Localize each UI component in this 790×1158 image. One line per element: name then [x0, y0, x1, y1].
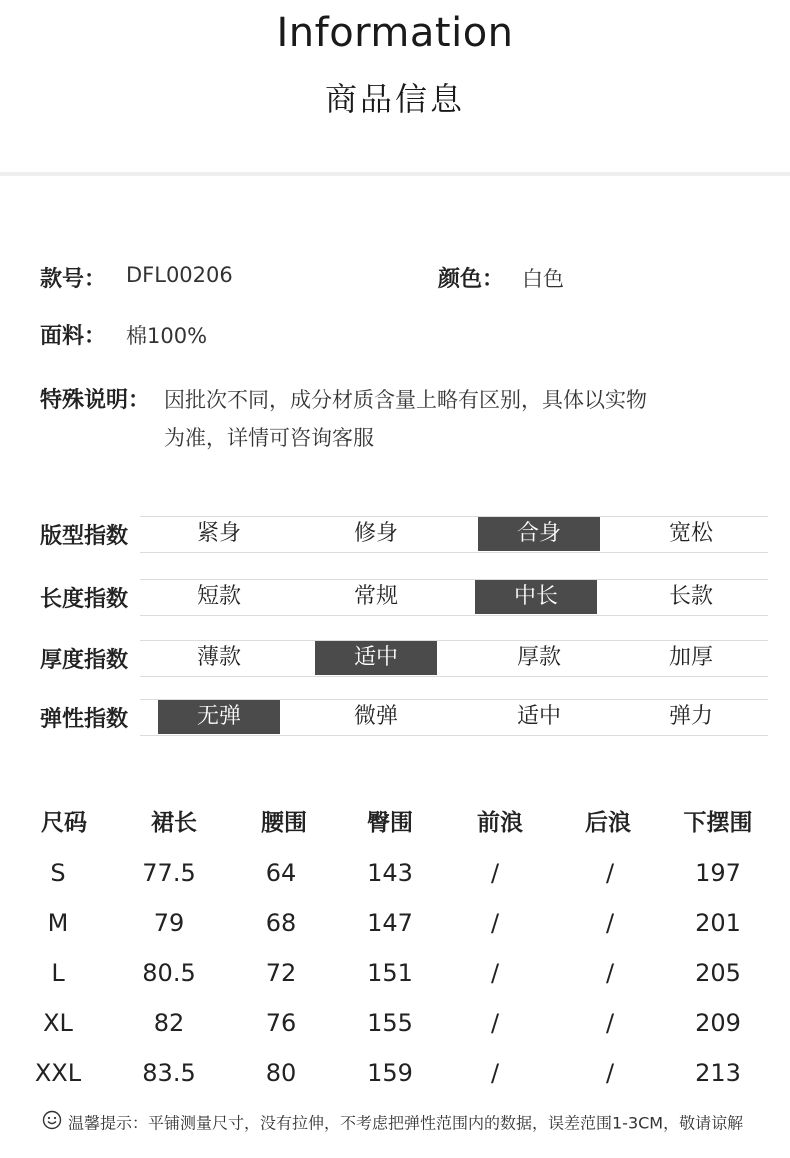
table-cell: 80 [265, 1059, 297, 1087]
index-option-selected: 适中 [315, 641, 437, 675]
table-header-cell: 裙长 [151, 810, 197, 836]
size-label-cell: L [51, 959, 65, 987]
index-option: 弹力 [668, 704, 713, 729]
table-cell: 155 [367, 1009, 413, 1037]
index-option: 紧身 [196, 521, 241, 546]
size-label-cell: S [50, 859, 66, 887]
style-number-label: 款号： [40, 267, 107, 292]
index-option: 宽松 [668, 521, 713, 546]
table-cell: 143 [367, 859, 413, 887]
table-cell: / [605, 1059, 615, 1087]
table-header-cell: 臀围 [367, 810, 413, 836]
index-divider [140, 735, 768, 736]
table-cell: 151 [367, 959, 413, 987]
table-cell: 197 [695, 859, 741, 887]
index-option: 修身 [353, 521, 398, 546]
table-header-cell: 尺码 [41, 810, 87, 836]
special-note-line-2: 为准，详情可咨询客服 [164, 426, 374, 450]
index-option: 适中 [516, 704, 561, 729]
page-title-en: Information [276, 10, 514, 56]
footer-note [42, 1110, 743, 1134]
size-label-cell: XL [43, 1009, 73, 1037]
table-cell: 72 [265, 959, 297, 987]
table-header-cell: 下摆围 [683, 810, 753, 836]
index-divider [140, 552, 768, 553]
fabric-label: 面料： [40, 324, 107, 349]
index-option: 薄款 [196, 645, 241, 670]
table-header-cell: 前浪 [477, 810, 523, 836]
table-cell: / [605, 859, 615, 887]
index-option: 加厚 [668, 645, 713, 670]
table-header-cell: 后浪 [585, 810, 631, 836]
index-option-selected: 合身 [478, 517, 600, 551]
size-label-cell: M [47, 909, 69, 937]
page-title-cn: 商品信息 [324, 80, 465, 118]
smile-icon [42, 1110, 62, 1134]
table-cell: / [605, 959, 615, 987]
table-cell: 80.5 [142, 959, 196, 987]
table-cell: 147 [367, 909, 413, 937]
table-cell: / [490, 909, 500, 937]
table-cell: 76 [265, 1009, 297, 1037]
style-number-value: DFL00206 [126, 263, 233, 287]
index-divider [140, 615, 768, 616]
table-cell: 79 [153, 909, 185, 937]
index-option: 长款 [668, 584, 713, 609]
header-divider [0, 172, 790, 176]
color-value: 白色 [522, 267, 564, 291]
index-option: 微弹 [353, 704, 398, 729]
table-cell: / [490, 959, 500, 987]
table-cell: 201 [695, 909, 741, 937]
table-cell: 205 [695, 959, 741, 987]
table-cell: 68 [265, 909, 297, 937]
table-cell: / [490, 1059, 500, 1087]
index-title: 厚度指数 [40, 648, 129, 673]
table-cell: / [605, 909, 615, 937]
footer-note-text: 温馨提示：平铺测量尺寸，没有拉伸，不考虑把弹性范围内的数据，误差范围1-3CM，敬请谅解 [68, 1113, 744, 1133]
index-title: 版型指数 [40, 524, 129, 549]
table-cell: 82 [153, 1009, 185, 1037]
fabric-value: 棉100% [126, 324, 208, 348]
table-cell: 159 [367, 1059, 413, 1087]
special-note-label: 特殊说明： [40, 388, 151, 413]
size-label-cell: XXL [34, 1059, 82, 1087]
index-option: 常规 [353, 584, 398, 609]
index-option: 厚款 [516, 645, 561, 670]
index-option-selected: 无弹 [158, 700, 280, 734]
table-cell: / [490, 859, 500, 887]
index-title: 弹性指数 [40, 707, 129, 732]
table-cell: / [605, 1009, 615, 1037]
table-cell: 213 [695, 1059, 741, 1087]
table-cell: 77.5 [142, 859, 196, 887]
table-cell: 83.5 [142, 1059, 196, 1087]
table-cell: / [490, 1009, 500, 1037]
table-cell: 209 [695, 1009, 741, 1037]
table-cell: 64 [265, 859, 297, 887]
index-title: 长度指数 [40, 587, 129, 612]
index-option: 短款 [196, 584, 241, 609]
color-label: 颜色： [438, 267, 505, 292]
index-option-selected: 中长 [475, 580, 597, 614]
special-note-line-1: 因批次不同，成分材质含量上略有区别，具体以实物 [164, 388, 647, 412]
index-divider [140, 676, 768, 677]
table-header-cell: 腰围 [261, 810, 307, 836]
